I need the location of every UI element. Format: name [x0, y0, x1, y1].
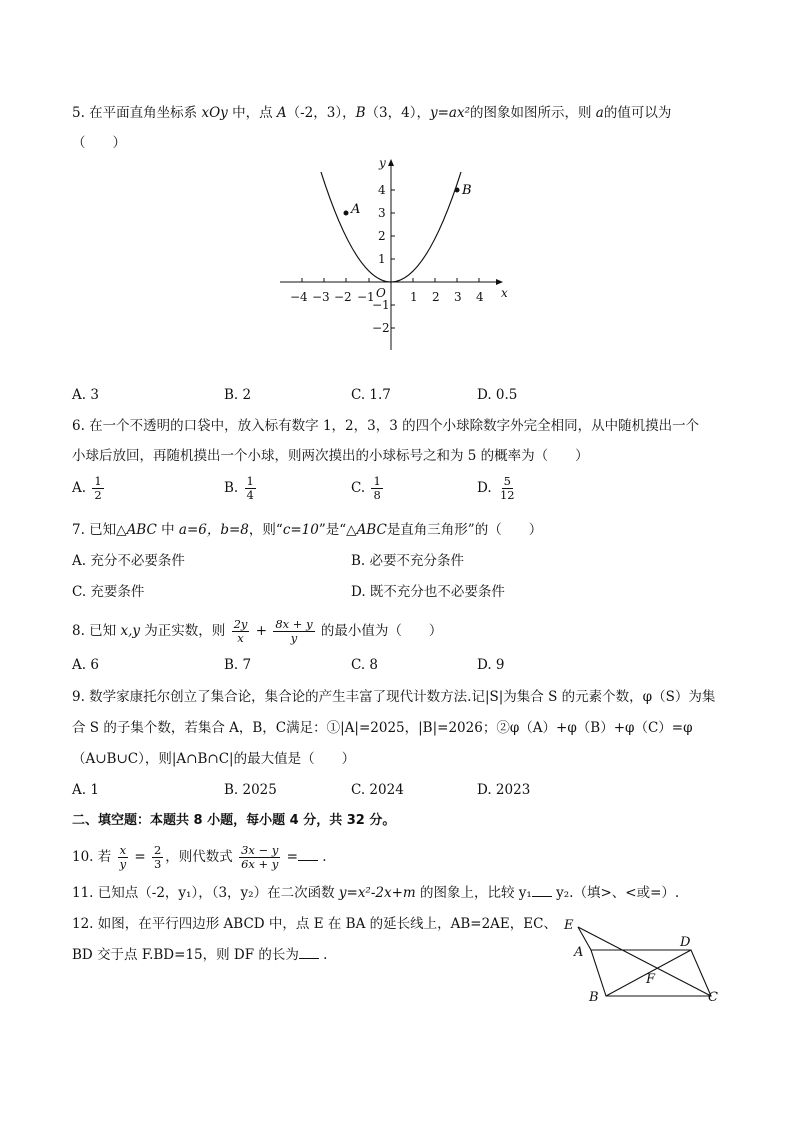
q11-answer-blank	[532, 884, 552, 897]
q8-option-b: B. 7	[224, 657, 252, 673]
x-axis-label: x	[501, 286, 508, 300]
q7-option-d: D. 既不充分也不必要条件	[351, 584, 505, 600]
x-tick-label: −2	[334, 290, 352, 304]
q11-stem: 11. 已知点（-2，y₁），（3，y₂）在二次函数 y=x²-2x+m 的图象上，比较 y₁ y₂.（填>、<或=）.	[72, 885, 680, 901]
point-a-label: A	[351, 202, 361, 217]
q5-option-a: A. 3	[72, 387, 99, 403]
q6-option-d: D. $\frac{5}{12}$	[477, 474, 515, 502]
q9-option-b: B. 2025	[224, 782, 277, 798]
q9-line2: 合 S 的子集个数，若集合 A，B，C满足：①|A|=2025，|B|=2026；②φ（A）+φ（B）+φ（C）=φ	[72, 720, 693, 736]
x-tick-label: 1	[410, 290, 418, 304]
label-f: F	[646, 972, 656, 987]
section-2-title: 二、填空题：本题共 8 小题，每小题 4 分，共 32 分。	[72, 813, 396, 828]
q12-line1: 12. 如图，在平行四边形 ABCD 中，点 E 在 BA 的延长线上，AB=2AE，EC、	[72, 916, 557, 932]
q9-line1: 9. 数学家康托尔创立了集合论，集合论的产生丰富了现代计数方法.记|S|为集合 S 的元素个数，φ（S）为集	[72, 689, 716, 705]
q7-option-c: C. 充要条件	[72, 584, 145, 600]
q9-option-d: D. 2023	[477, 782, 531, 798]
x-tick-label: 2	[432, 290, 440, 304]
label-d: D	[680, 935, 691, 950]
q5-stem: 5. 在平面直角坐标系 xOy 中，点 A（-2，3），B（3，4），y=ax²的图象如图所示，则 a的值可以为	[72, 105, 672, 121]
origin-label: O	[376, 286, 386, 300]
q8-option-a: A. 6	[72, 657, 99, 673]
y-tick-label: 2	[378, 229, 386, 243]
x-tick-label: −3	[312, 290, 330, 304]
x-tick-label: −1	[357, 290, 375, 304]
q12-parallelogram-figure	[558, 915, 758, 1015]
x-tick-label: 4	[476, 290, 484, 304]
y-tick-label: −2	[372, 321, 390, 335]
q5-parabola-graph	[275, 155, 535, 355]
q8-stem: 8. 已知 x,y 为正实数，则 $\frac{2y}{x}$ + $\frac{8x + y}{y}$ 的最小值为（ ）	[72, 617, 443, 645]
x-tick-label: −4	[290, 290, 308, 304]
label-e: E	[564, 918, 574, 933]
q5-paren: （ ）	[72, 135, 126, 151]
x-tick-label: 3	[454, 290, 462, 304]
q10-stem: 10. 若 $\frac{x}{y}$ = $\frac{2}{3}$ ，则代数式 $\frac{3x - y}{6x + y}$ = .	[72, 843, 327, 871]
y-axis-label: y	[379, 156, 386, 170]
q8-option-c: C. 8	[351, 657, 379, 673]
q9-option-a: A. 1	[72, 782, 99, 798]
q7-stem: 7. 已知△ABC 中 a=6，b=8，则“c=10”是“△ABC是直角三角形”的（ ）	[72, 522, 543, 538]
q6-option-a: A. $\frac{1}{2}$	[72, 474, 102, 502]
y-tick-label: 4	[378, 183, 386, 197]
point-b-label: B	[462, 183, 472, 198]
q6-line1: 6. 在一个不透明的口袋中，放入标有数字 1，2，3，3 的四个小球除数字外完全相同，从中随机摸出一个	[72, 418, 700, 434]
point-b-marker	[455, 188, 460, 193]
q9-line3: （A∪B∪C），则|A∩B∩C|的最大值是（ ）	[72, 751, 356, 767]
segment-ec	[578, 927, 711, 996]
label-c: C	[708, 990, 718, 1005]
label-a: A	[574, 945, 584, 960]
q7-option-a: A. 充分不必要条件	[72, 553, 185, 569]
q6-option-b: B. $\frac{1}{4}$	[224, 474, 254, 502]
y-tick-label: −1	[372, 298, 390, 312]
y-tick-label: 3	[378, 206, 386, 220]
q5-option-b: B. 2	[224, 387, 252, 403]
q6-option-c: C. $\frac{1}{8}$	[351, 474, 381, 502]
q5-option-c: C. 1.7	[351, 387, 391, 403]
q8-option-d: D. 9	[477, 657, 505, 673]
q5-option-d: D. 0.5	[477, 387, 518, 403]
q12-line2: BD 交于点 F.BD=15，则 DF 的长为 .	[72, 947, 328, 963]
point-a-marker	[344, 211, 349, 216]
q7-option-b: B. 必要不充分条件	[351, 553, 465, 569]
y-tick-label: 1	[378, 252, 386, 266]
q10-answer-blank	[298, 848, 318, 861]
q9-option-c: C. 2024	[351, 782, 404, 798]
label-b: B	[589, 990, 599, 1005]
q6-line2: 小球后放回，再随机摸出一个小球，则两次摸出的小球标号之和为 5 的概率为（ ）	[72, 448, 589, 464]
q12-answer-blank	[299, 946, 319, 959]
